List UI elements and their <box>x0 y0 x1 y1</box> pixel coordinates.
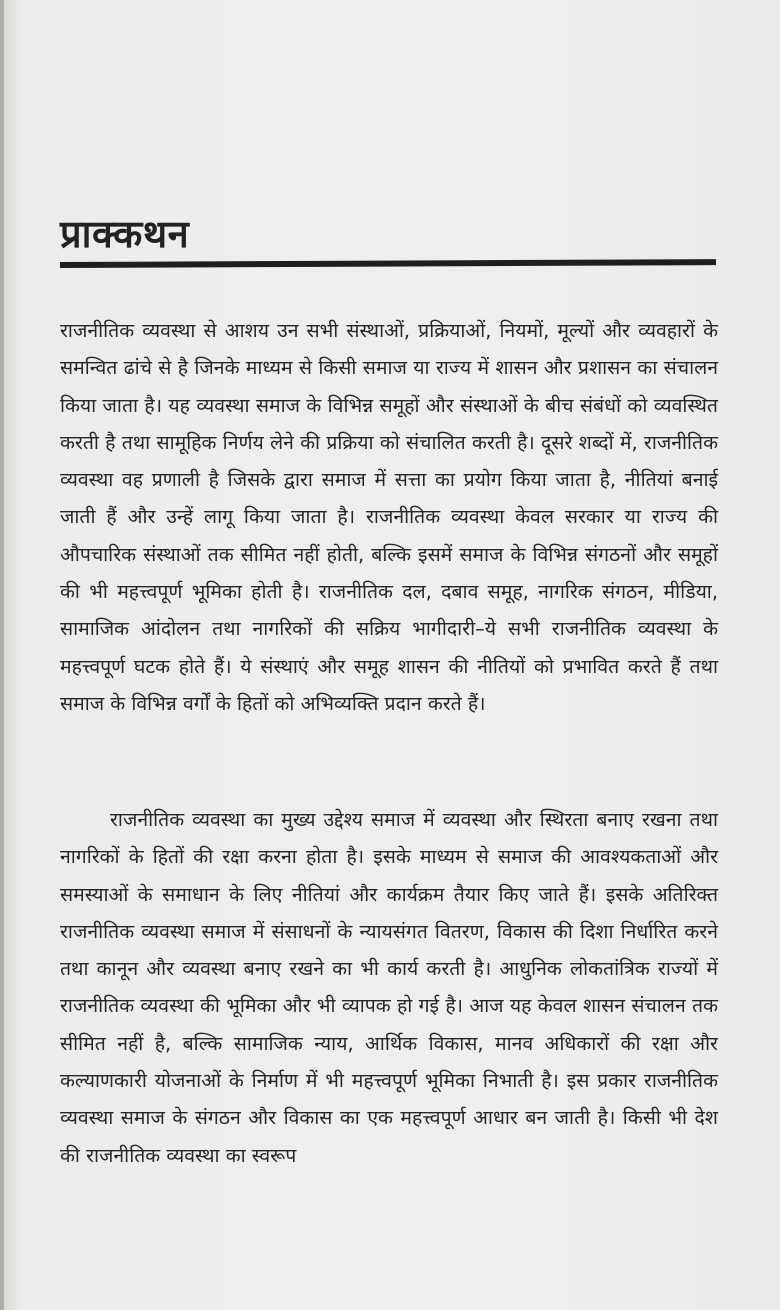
body-paragraph-2: राजनीतिक व्यवस्था का मुख्य उद्देश्य समाज में व्यवस्था और स्थिरता बनाए रखना तथा नागरिकों के हितों की रक्षा करना होता है। इसके माध्यम से समाज की आवश्यकताओं और समस्याओं के समाधान के लिए नीतियां और कार्यक्रम तैयार किए जाते हैं। इसके अतिरिक्त राजनीतिक व्यवस्था समाज में संसाधनों के न्यायसंगत वितरण, विकास की दिशा निर्धारित करने तथा कानून और व्यवस्था बनाए रखने का भी कार्य करती है। आधुनिक लोकतांत्रिक राज्यों में राजनीतिक व्यवस्था की भूमिका और भी व्यापक हो गई है। आज यह केवल शासन संचालन तक सीमित नहीं है, बल्कि सामाजिक न्याय, आर्थिक विकास, मानव अधिकारों की रक्षा और कल्याणकारी योजनाओं के निर्माण में भी महत्त्वपूर्ण भूमिका निभाती है। इस प्रकार राजनीतिक व्यवस्था समाज के संगठन और विकास का एक महत्त्वपूर्ण आधार बन जाती है। किसी भी देश की राजनीतिक व्यवस्था का स्वरूप <box>60 808 718 1167</box>
heading-underline-rule <box>60 259 716 268</box>
page-gutter-shadow <box>0 0 4 1310</box>
chapter-heading: प्राक्कथन <box>60 212 190 256</box>
body-paragraph-1: राजनीतिक व्यवस्था से आशय उन सभी संस्थाओं, प्रक्रियाओं, नियमों, मूल्यों और व्यवहारों के समन्वित ढांचे से है जिनके माध्यम से किसी समाज या राज्य में शासन और प्रशासन का संचालन किया जाता है। यह व्यवस्था समाज के विभिन्न समूहों और संस्थाओं के बीच संबंधों को व्यवस्थित करती है तथा सामूहिक निर्णय लेने की प्रक्रिया को संचालित करती है। दूसरे शब्दों में, राजनीतिक व्यवस्था वह प्रणाली है जिसके द्वारा समाज में सत्ता का प्रयोग किया जाता है, नीतियां बनाई जाती हैं और उन्हें लागू किया जाता है। राजनीतिक व्यवस्था केवल सरकार या राज्य की औपचारिक संस्थाओं तक सीमित नहीं होती, बल्कि इसमें समाज के विभिन्न संगठनों और समूहों की भी महत्त्वपूर्ण भूमिका होती है। राजनीतिक दल, दबाव समूह, नागरिक संगठन, मीडिया, सामाजिक आंदोलन तथा नागरिकों की सक्रिय भागीदारी–ये सभी राजनीतिक व्यवस्था के महत्त्वपूर्ण घटक होते हैं। ये संस्थाएं और समूह शासन की नीतियों को प्रभावित करते हैं तथा समाज के विभिन्न वर्गों के हितों को अभिव्यक्ति प्रदान करते हैं। <box>60 319 718 715</box>
